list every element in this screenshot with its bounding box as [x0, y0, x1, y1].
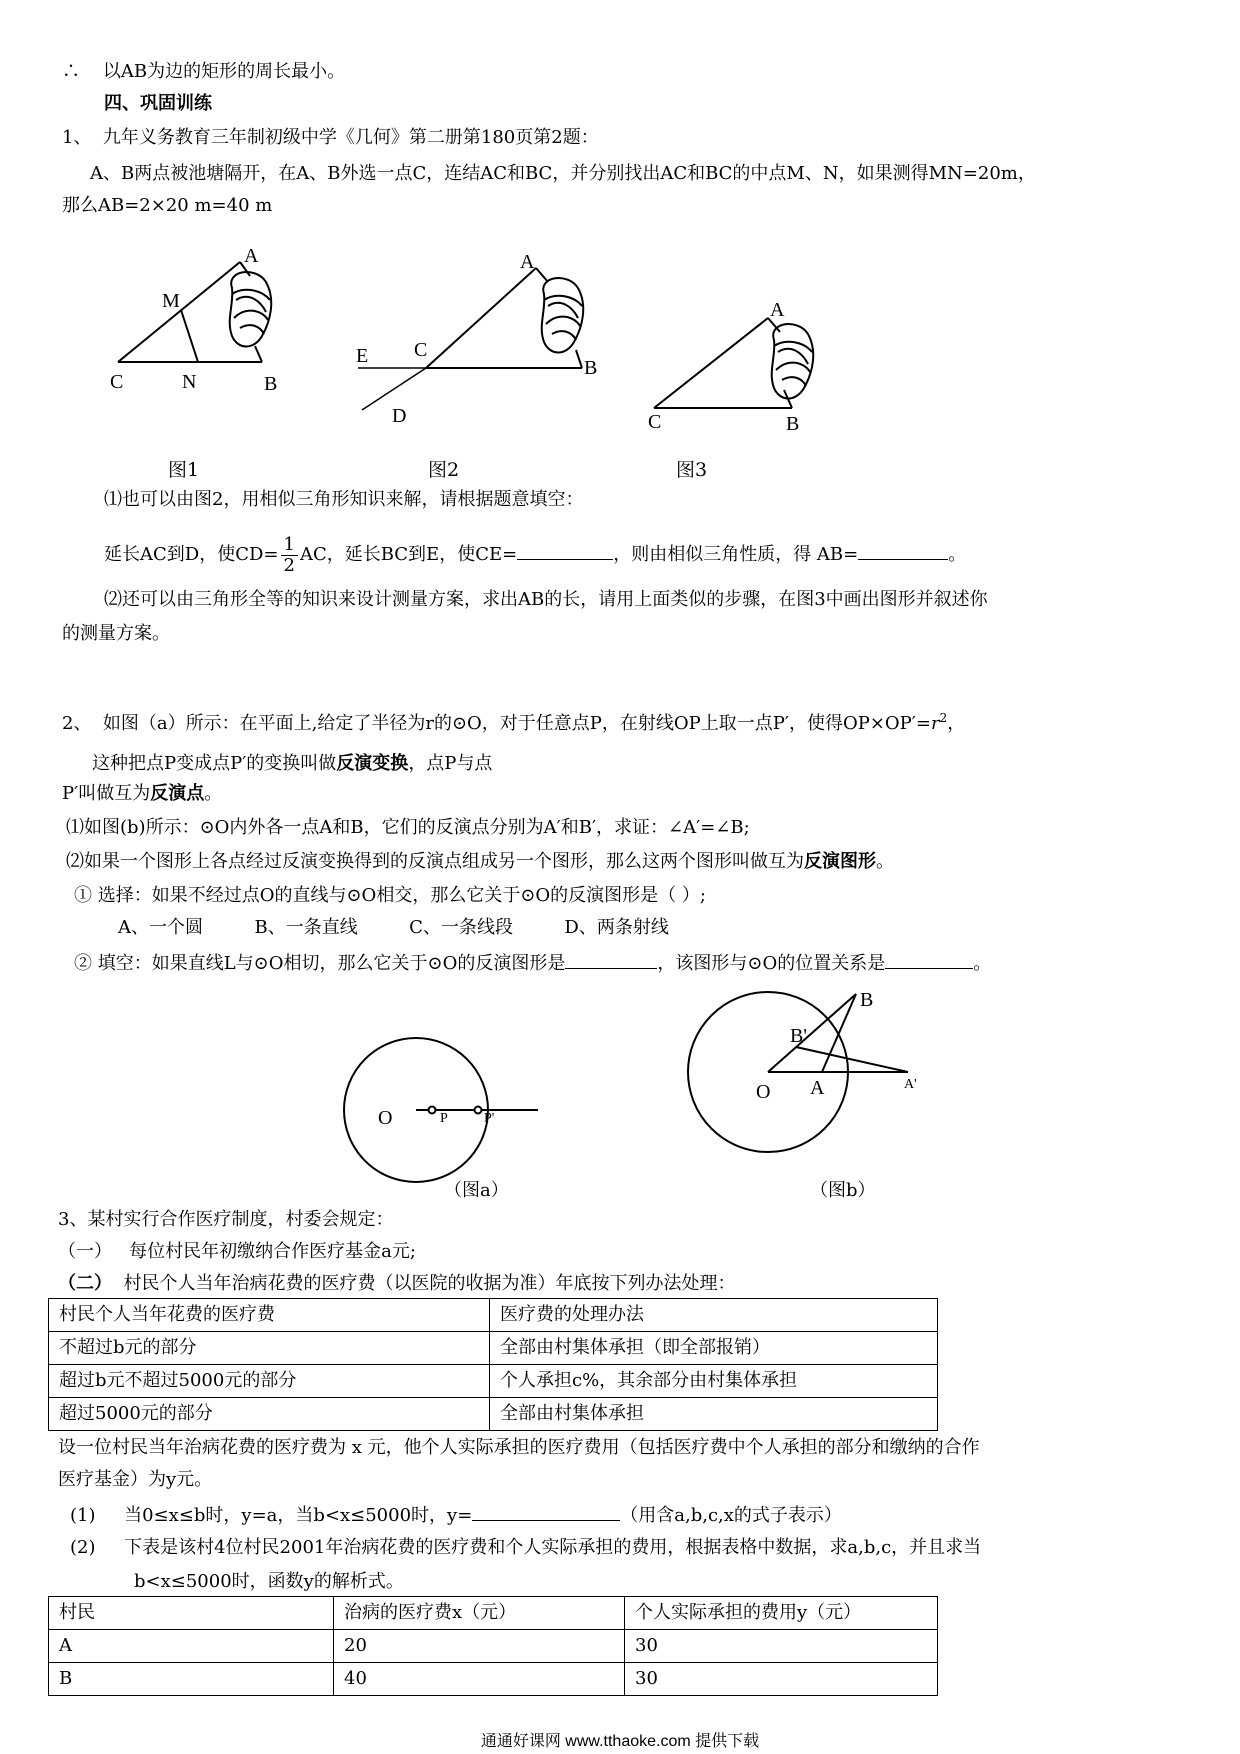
- q3-desc-line2: 医疗基金）为y元。: [58, 1469, 213, 1490]
- fig3-pond-edge-a: [768, 318, 780, 332]
- q3-sub1: [70, 1502, 842, 1528]
- q1-part2-line2: 的测量方案。: [62, 623, 170, 644]
- q2-line1-end: ，: [947, 713, 966, 734]
- fraction-numerator: 1: [281, 535, 298, 556]
- q1-part1-text-a: 延长AC到D，使CD=: [104, 544, 279, 565]
- villager-data-table: [48, 1596, 938, 1696]
- q2-fill-c: 。: [973, 953, 992, 974]
- sub2-number: (2): [70, 1537, 96, 1558]
- term-inversion: 反演变换: [336, 753, 409, 774]
- fig3-line-ca: [654, 318, 768, 408]
- table-row: [49, 1332, 938, 1365]
- table-row: [49, 1365, 938, 1398]
- q3-rule2: [58, 1272, 735, 1296]
- figb-label-b: B: [860, 989, 874, 1011]
- q1-title: [62, 126, 599, 150]
- q3-title: 3、某村实行合作医疗制度，村委会规定：: [58, 1209, 394, 1230]
- q1-part1-fill: [104, 522, 966, 588]
- table-cell: 治病的医疗费x（元）: [334, 1597, 625, 1630]
- table-cell: 个人承担c%，其余部分由村集体承担: [490, 1365, 938, 1398]
- q2-sub2-a: ⑵如果一个图形上各点经过反演变换得到的反演点组成另一个图形，那么这两个图形叫做互为: [66, 851, 804, 872]
- table-cell: 30: [625, 1663, 938, 1696]
- table-cell: 不超过b元的部分: [49, 1332, 490, 1365]
- fig1-label-c: C: [110, 371, 124, 393]
- figb-label-ap: A': [904, 1077, 917, 1092]
- figb-caption: （图b）: [810, 1180, 876, 1201]
- table-row: [49, 1597, 938, 1630]
- q1-title-text: 九年义务教育三年制初级中学《几何》第二册第180页第2题：: [102, 127, 599, 148]
- q3-sub2: [70, 1536, 981, 1560]
- table-row: [49, 1663, 938, 1696]
- fig3-pond-edge-b: [784, 390, 792, 408]
- option-c[interactable]: C、一条线段: [409, 917, 513, 938]
- q1-part1-text-b: AC，延长BC到E，使CE=: [299, 544, 518, 565]
- q2-line3-b: 。: [204, 783, 223, 804]
- q1-part1-intro: ⑴也可以由图2，用相似三角形知识来解，请根据题意填空：: [104, 489, 584, 510]
- fig1-label-m: M: [162, 290, 180, 312]
- q1-part1-text-d: 。: [948, 544, 967, 565]
- fig1-label-a: A: [244, 245, 259, 267]
- fig1-pond: [230, 272, 272, 347]
- therefore-symbol: ∴: [62, 61, 80, 82]
- sub2-text-line1: 下表是该村4位村民2001年治病花费的医疗费和个人实际承担的费用，根据表格中数据，求a,b,c，并且求当: [124, 1537, 982, 1558]
- q1-number: 1、: [62, 127, 92, 148]
- q2-line2-b: ，点P与点: [408, 753, 493, 774]
- table-cell: 全部由村集体承担: [490, 1398, 938, 1431]
- figb-line-ob: [768, 994, 856, 1072]
- rule1-text: 每位村民年初缴纳合作医疗基金a元;: [129, 1241, 416, 1262]
- inverse-figure-blank[interactable]: [565, 950, 657, 969]
- table-row: [49, 1299, 938, 1332]
- sub1-text-b: （用含a,b,c,x的式子表示）: [620, 1505, 842, 1526]
- figb-label-bp: B': [790, 1025, 807, 1047]
- fig1-caption: 图1: [168, 459, 200, 481]
- table-row: [49, 1630, 938, 1663]
- fig2-label-d: D: [392, 405, 407, 427]
- option-b[interactable]: B、一条直线: [254, 917, 358, 938]
- fig1-label-b: B: [264, 373, 278, 395]
- section-title: 四、巩固训练: [104, 93, 212, 114]
- q1-part2-line1: ⑵还可以由三角形全等的知识来设计测量方案，求出AB的长，请用上面类似的步骤，在图3中画出图形并叙述你: [104, 589, 988, 610]
- q2-fill-a: ② 填空：如果直线L与⊙O相切，那么它关于⊙O的反演图形是: [74, 953, 566, 974]
- fig3-label-a: A: [770, 299, 785, 321]
- table-cell: 医疗费的处理办法: [490, 1299, 938, 1332]
- intro-line: [62, 60, 345, 84]
- table-cell: 20: [334, 1630, 625, 1663]
- fig2-pond: [542, 278, 584, 353]
- q2-sub1: ⑴如图(b)所示：⊙O内外各一点A和B，它们的反演点分别为A′和B′，求证：∠A′=∠B;: [66, 817, 750, 838]
- fig2-pond-edge-a: [536, 268, 548, 282]
- q2-options: [118, 916, 669, 940]
- fig3-label-b: B: [786, 413, 800, 435]
- sub1-number: (1): [70, 1505, 96, 1526]
- intro-text: 以AB为边的矩形的周长最小。: [102, 61, 346, 82]
- figb-circle: [688, 992, 848, 1152]
- fig1-pond-edge-b: [255, 346, 262, 362]
- figa-caption: （图a）: [444, 1180, 509, 1201]
- q2-line3: [62, 782, 222, 806]
- policy-table: [48, 1298, 938, 1431]
- option-d[interactable]: D、两条射线: [564, 917, 669, 938]
- q1-part1-text-c: ，则由相似三角性质，得 AB=: [613, 544, 859, 565]
- table-cell: 村民: [49, 1597, 334, 1630]
- table-cell: B: [49, 1663, 334, 1696]
- q2-line2: [92, 752, 492, 776]
- fig3-label-c: C: [648, 411, 662, 433]
- sub1-text-a: 当0≤x≤b时，y=a，当b<x≤5000时，y=: [124, 1505, 473, 1526]
- table-cell: A: [49, 1630, 334, 1663]
- q2-line2-a: 这种把点P变成点P′的变换叫做: [92, 753, 337, 774]
- table-cell: 30: [625, 1630, 938, 1663]
- fig2-line-cd: [362, 368, 426, 410]
- page-footer: 通通好课网 www.tthaoke.com 提供下载: [480, 1733, 760, 1750]
- fraction-one-half: [281, 535, 298, 576]
- figa-label-p: P: [440, 1111, 448, 1126]
- q3-rule1: [58, 1240, 416, 1264]
- table-row: [49, 1398, 938, 1431]
- figa-point-p: [429, 1107, 436, 1114]
- position-relation-blank[interactable]: [885, 950, 973, 969]
- q3-desc-line1: 设一位村民当年治病花费的医疗费为 x 元，他个人实际承担的医疗费用（包括医疗费中个人承担的部分和缴纳的合作: [58, 1437, 980, 1458]
- option-a[interactable]: A、一个圆: [118, 917, 203, 938]
- table-cell: 40: [334, 1663, 625, 1696]
- y-expression-blank[interactable]: [472, 1502, 620, 1521]
- fig2-caption: 图2: [428, 459, 460, 481]
- r-exponent: 2: [939, 711, 948, 725]
- fraction-denominator: 2: [283, 554, 295, 576]
- fig2-label-a: A: [520, 251, 535, 273]
- fig3-pond: [772, 324, 814, 399]
- q1-body-line1: A、B两点被池塘隔开，在A、B外选一点C，连结AC和BC，并分别找出AC和BC的中点M、N，如果测得MN=20m，: [90, 163, 1036, 184]
- fig2-line-ca: [426, 268, 536, 368]
- q2-sub2-b: 。: [876, 851, 894, 872]
- term-inverse-figures: 反演图形: [804, 851, 876, 872]
- table-cell: 村民个人当年花费的医疗费: [49, 1299, 490, 1332]
- q2-line3-a: P′叫做互为: [62, 783, 151, 804]
- q2-fill-b: ，该图形与⊙O的位置关系是: [657, 953, 886, 974]
- rule1-label: （一）: [58, 1241, 112, 1262]
- fig1-line-ca: [118, 262, 240, 362]
- figb-label-a: A: [810, 1077, 825, 1099]
- q3-sub2-line2: b<x≤5000时，函数y的解析式。: [134, 1571, 404, 1592]
- q2-number: 2、: [62, 713, 92, 734]
- figb-line-ab: [822, 994, 856, 1072]
- q2-sub2: [66, 850, 894, 874]
- fig2-label-b: B: [584, 357, 598, 379]
- q2-choice-question: ① 选择：如果不经过点O的直线与⊙O相交，那么它关于⊙O的反演图形是（ ）;: [74, 885, 706, 906]
- fig2-label-c: C: [414, 339, 428, 361]
- table-cell: 超过5000元的部分: [49, 1398, 490, 1431]
- fig1-label-n: N: [182, 371, 197, 393]
- figa-label-pp: P': [484, 1111, 495, 1126]
- ab-answer-blank[interactable]: [858, 541, 948, 560]
- table-cell: 个人实际承担的费用y（元）: [625, 1597, 938, 1630]
- fig2-label-e: E: [356, 345, 369, 367]
- figb-label-o: O: [756, 1081, 771, 1103]
- term-inverse-points: 反演点: [150, 783, 205, 804]
- fig3-caption: 图3: [676, 459, 708, 481]
- fig1-pond-edge-a: [240, 262, 250, 276]
- table-cell: 全部由村集体承担（即全部报销）: [490, 1332, 938, 1365]
- figa-point-pp: [475, 1107, 482, 1114]
- q2-fill-question: [74, 950, 991, 976]
- r-variable: r: [930, 713, 940, 734]
- figa-label-o: O: [378, 1107, 393, 1129]
- q2-line1-text: 如图（a）所示：在平面上,给定了半径为r的⊙O，对于任意点P，在射线OP上取一点P′，使得OP×OP′=: [102, 713, 931, 734]
- ce-answer-blank[interactable]: [517, 541, 613, 560]
- q2-line1: [62, 706, 965, 736]
- figb-line-bpap: [796, 1047, 908, 1072]
- rule2-label: （二）: [58, 1273, 112, 1294]
- rule2-text: 村民个人当年治病花费的医疗费（以医院的收据为准）年底按下列办法处理：: [123, 1273, 736, 1294]
- figa-circle: [344, 1038, 488, 1182]
- fig1-line-mn: [181, 310, 198, 362]
- q1-body-line2: 那么AB=2×20 m=40 m: [62, 195, 273, 216]
- fig2-pond-edge-b: [576, 350, 582, 368]
- table-cell: 超过b元不超过5000元的部分: [49, 1365, 490, 1398]
